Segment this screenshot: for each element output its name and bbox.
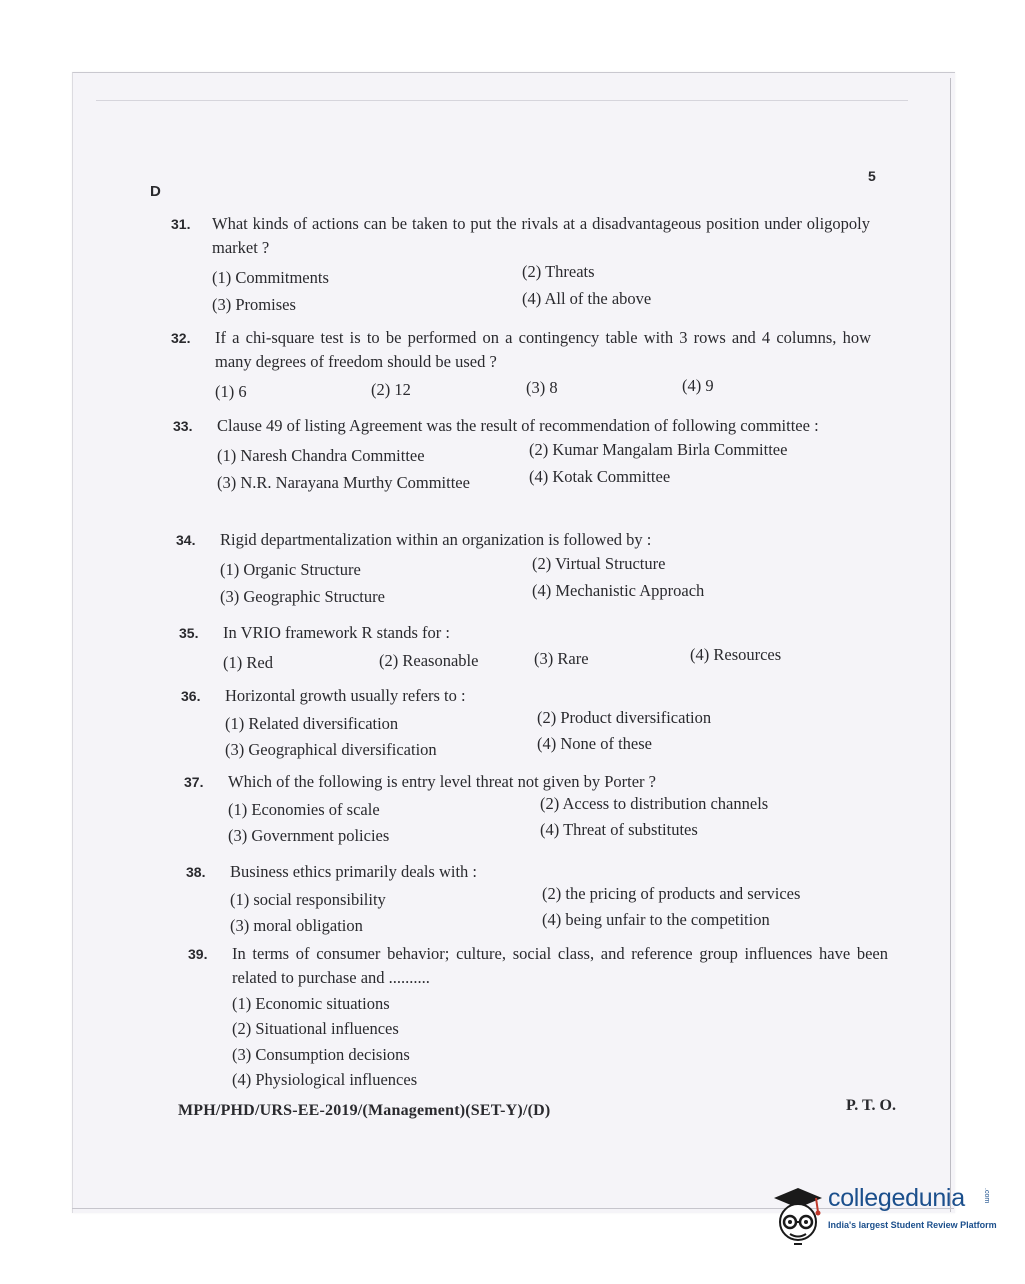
question-31 [171,212,870,316]
question-35 [179,621,873,675]
sheet-fold-line [96,100,908,101]
sheet-edge [950,78,951,1212]
set-letter: D [150,183,161,200]
option-1: (1) Red [223,653,273,672]
question-36 [181,684,875,764]
option-4: (4) being unfair to the competition [542,910,770,929]
option-4: (4) Threat of substitutes [540,820,698,839]
question-text: Rigid departmentalization within an organization is followed by : [220,530,652,549]
option-4: (4) Resources [690,645,782,664]
option-4: (4) None of these [537,734,653,753]
question-text: Clause 49 of listing Agreement was the result of recommendation of following committee : [217,416,819,435]
option-1: (1) Related diversification [225,714,399,733]
page-number: 5 [868,168,876,184]
option-3: (3) Consumption decisions [232,1045,410,1064]
option-1: (1) Organic Structure [220,560,361,579]
question-number: 35. [179,625,199,641]
option-3: (3) 8 [526,378,558,397]
option-1: (1) Economies of scale [228,800,380,819]
question-text: Horizontal growth usually refers to : [225,686,466,705]
option-3: (3) Government policies [228,826,390,845]
question-39 [188,942,888,1094]
option-1: (1) Economic situations [232,994,390,1013]
option-4: (4) Kotak Committee [529,467,671,486]
option-3: (3) Geographical diversification [225,740,437,759]
question-number: 38. [186,864,206,880]
option-1: (1) 6 [215,382,247,401]
option-3: (3) Rare [534,649,589,668]
option-2: (2) Threats [522,262,595,281]
option-4: (4) Mechanistic Approach [532,581,705,600]
pto-label: P. T. O. [846,1097,896,1114]
brand-name: collegedunia [828,1184,965,1212]
question-text: In VRIO framework R stands for : [223,623,450,642]
question-32 [171,326,871,404]
question-number: 34. [176,532,196,548]
option-1: (1) Naresh Chandra Committee [217,446,425,465]
mascot-icon [770,1182,826,1250]
option-2: (2) 12 [371,380,411,399]
option-2: (2) Access to distribution channels [540,794,769,813]
option-2: (2) Virtual Structure [532,554,666,573]
question-number: 33. [173,418,193,434]
paper-code: MPH/PHD/URS-EE-2019/(Management)(SET-Y)/(D) [178,1102,551,1119]
option-1: (1) social responsibility [230,890,386,909]
option-2: (2) Kumar Mangalam Birla Committee [529,440,788,459]
question-37 [184,770,878,850]
option-4: (4) 9 [682,376,714,395]
question-38 [186,860,880,940]
option-2: (2) Reasonable [379,651,479,670]
question-number: 37. [184,774,204,790]
question-34 [176,528,870,608]
question-33 [173,414,873,494]
brand-tagline: India's largest Student Review Platform [828,1220,997,1230]
question-number: 39. [188,946,208,962]
option-3: (3) moral obligation [230,916,363,935]
option-2: (2) Product diversification [537,708,712,727]
option-2: (2) the pricing of products and services [542,884,801,903]
option-1: (1) Commitments [212,268,329,287]
question-number: 36. [181,688,201,704]
question-text: In terms of consumer behavior; culture, social class, and reference group influences have been related to purchase and .......... [232,944,888,987]
option-2: (2) Situational influences [232,1019,399,1038]
question-text: Business ethics primarily deals with : [230,862,478,881]
option-3: (3) N.R. Narayana Murthy Committee [217,473,470,492]
question-number: 32. [171,330,191,346]
option-3: (3) Promises [212,295,296,314]
option-4: (4) Physiological influences [232,1070,418,1089]
question-number: 31. [171,216,191,232]
option-4: (4) All of the above [522,289,652,308]
question-text: What kinds of actions can be taken to put the rivals at a disadvantageous position under oligopoly market ? [212,214,870,257]
brand-suffix: .com [983,1188,990,1204]
option-3: (3) Geographic Structure [220,587,385,606]
question-text: Which of the following is entry level threat not given by Porter ? [228,772,656,791]
collegedunia-logo [770,1182,995,1252]
question-text: If a chi-square test is to be performed on a contingency table with 3 rows and 4 columns, how many degrees of freedom should be used ? [215,328,871,371]
